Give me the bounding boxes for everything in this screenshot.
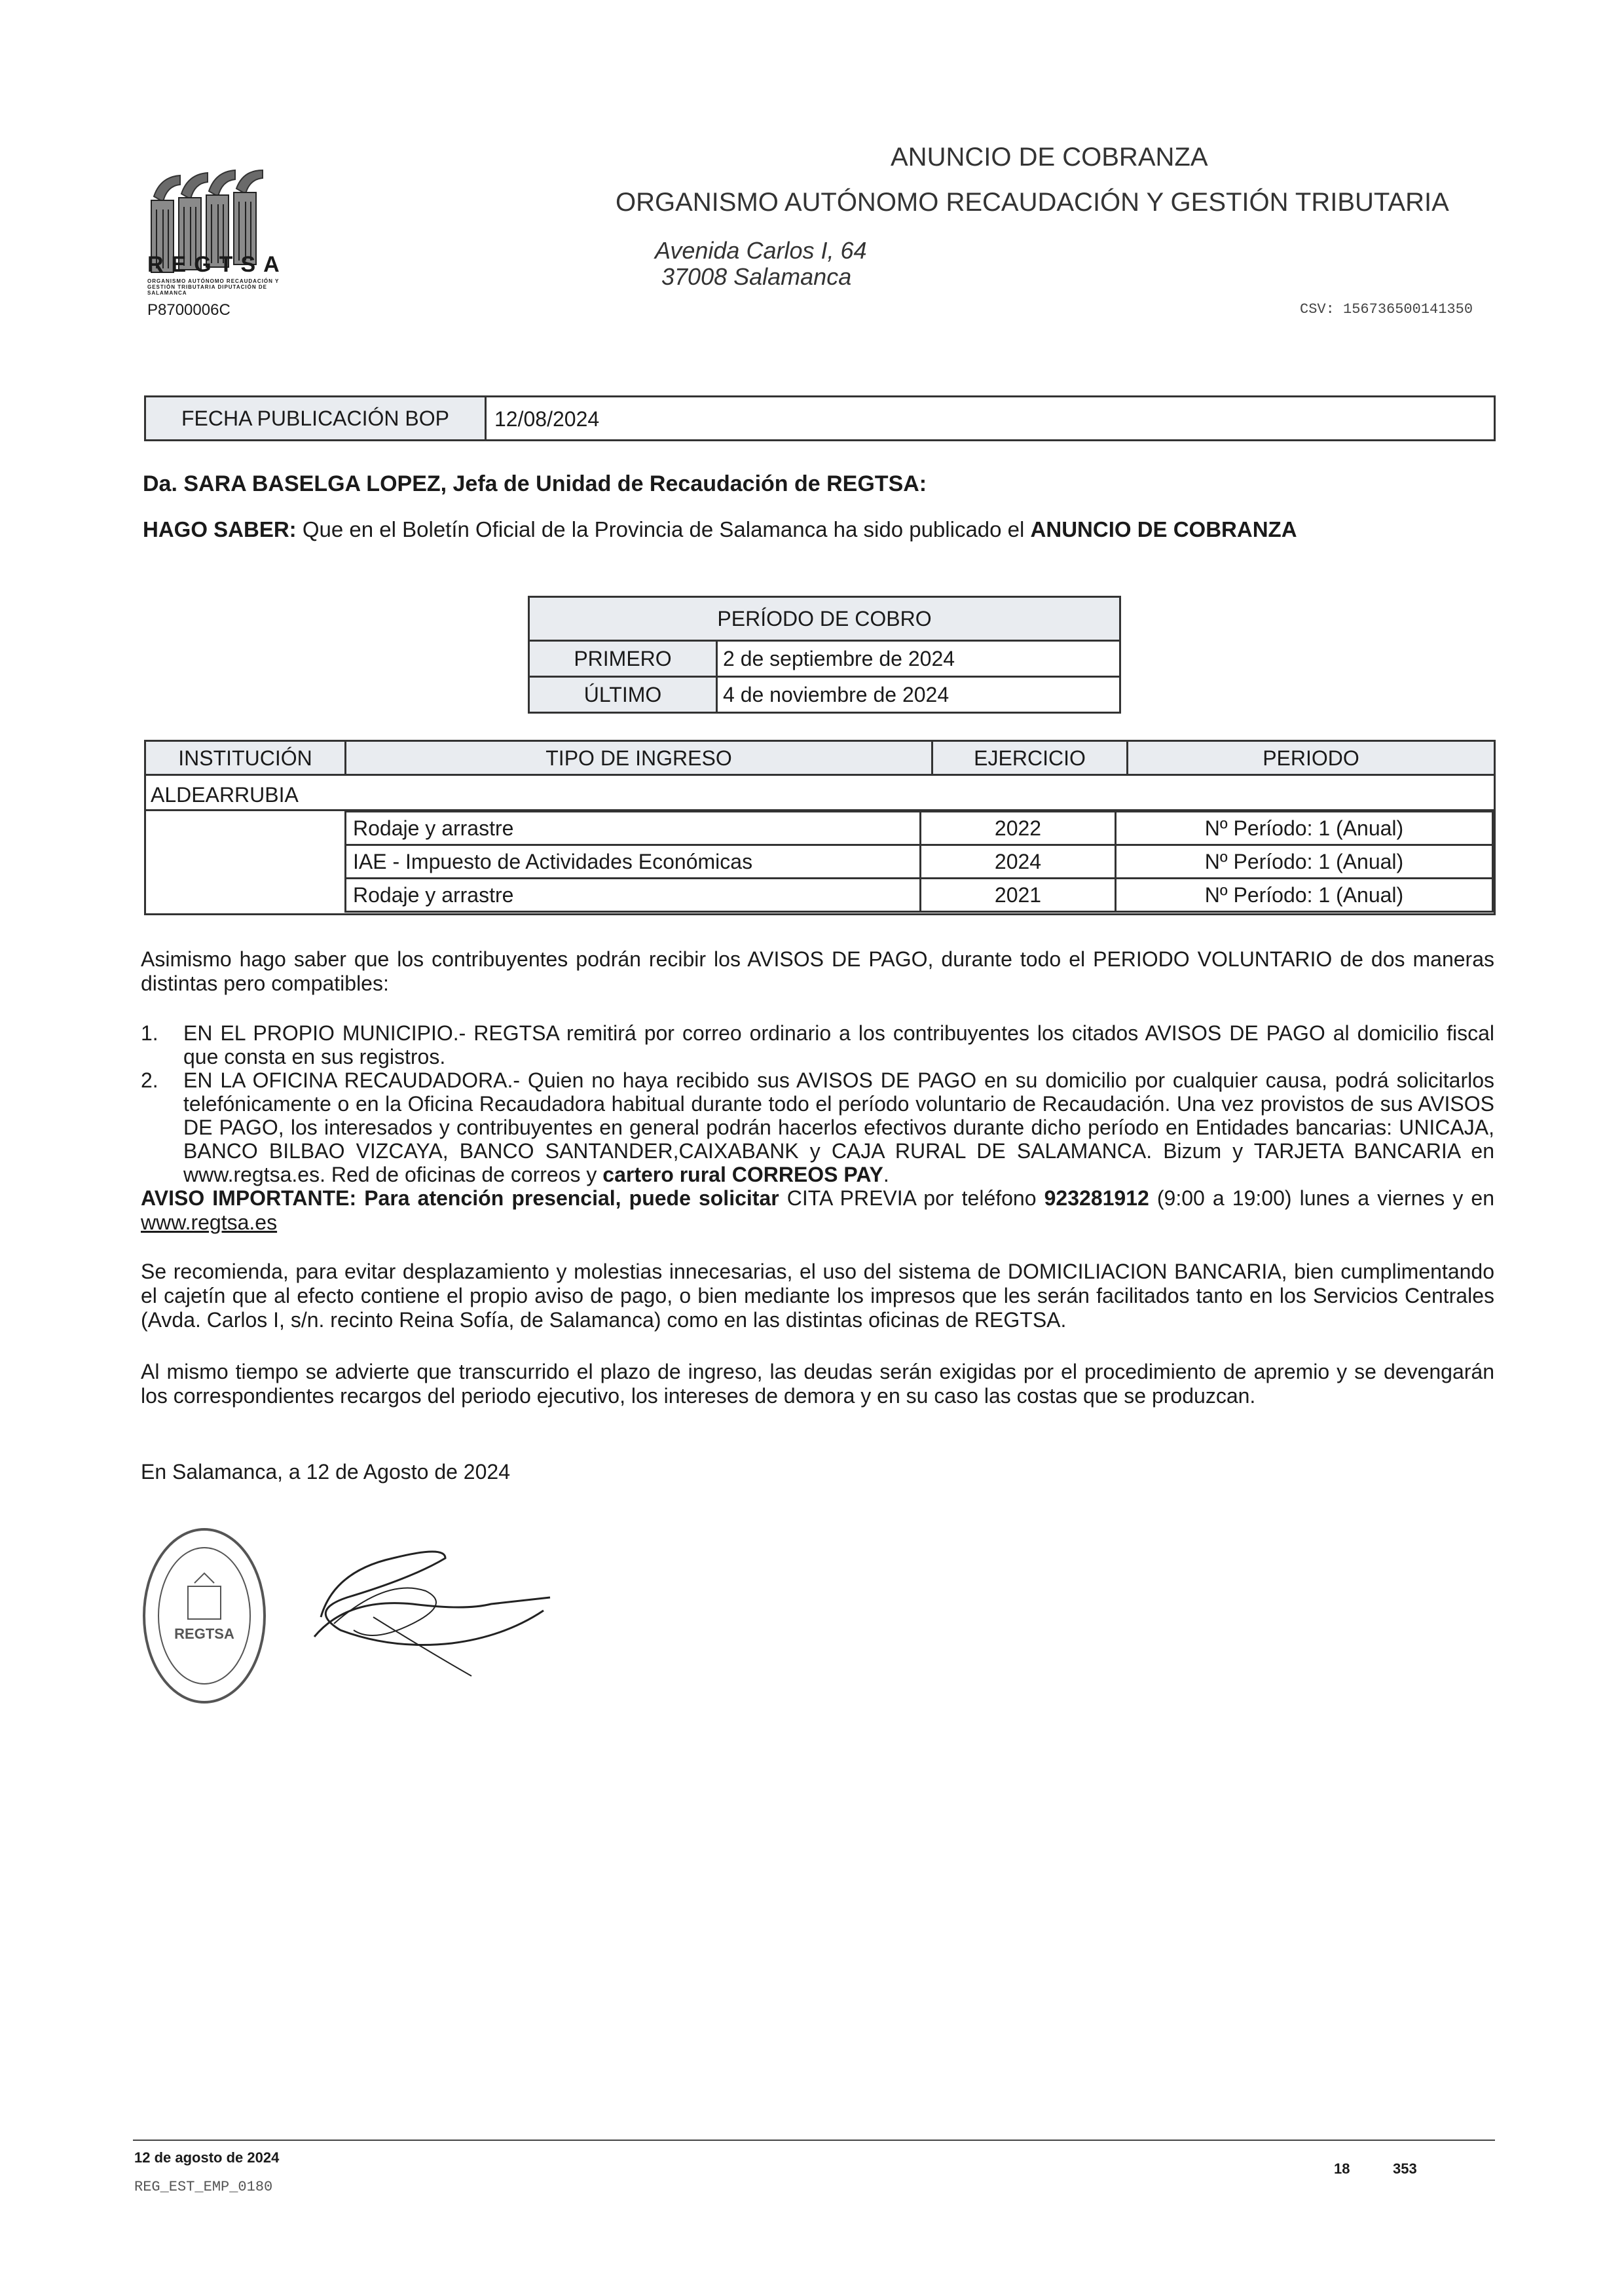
aviso-hours: (9:00 a 19:00) lunes a viernes y en [1149,1186,1495,1210]
handwritten-signature [295,1519,570,1683]
header-periodo: PERIODO [1263,746,1359,770]
collection-period-heading: PERÍODO DE COBRO [529,597,1120,641]
list-item [141,1068,1494,1186]
avisos-paragraph: Asimismo hago saber que los contribuyentes podrán recibir los AVISOS DE PAGO, durante todo el PERIODO VOLUNTARIO de dos maneras distintas pero compatibles: [141,947,1494,995]
footer-reference: REG_EST_EMP_0180 [134,2179,273,2195]
income-rows [344,811,1494,913]
item2-end: . [883,1163,889,1186]
aviso-text: CITA PREVIA por teléfono [779,1186,1044,1210]
footer-page-number: 18 [1334,2160,1350,2177]
hago-saber-label: HAGO SABER: [143,517,297,541]
place-date: En Salamanca, a 12 de Agosto de 2024 [141,1460,510,1484]
csv-code: CSV: 156736500141350 [1300,301,1473,318]
item2-text: EN LA OFICINA RECAUDADORA.- Quien no haya recibido sus AVISOS DE PAGO en su domicilio por cualquier causa, podrá solicitarlos telefónicamente o en la Oficina Recaudadora habitual durante todo el período voluntario de Recaudación. Una vez provistos de sus AVISOS DE PAGO, los interesados y contribuyentes en general podrán hacerlos efectivos durante dicho período en Entidades bancarias: UNICAJA, BANCO BILBAO VIZCAYA, BANCO SANTANDER,CAIXABANK y CAJA RURAL DE SALAMANCA. Bizum y TARJETA BANCARIA en www.regtsa.es. Red de oficinas de correos y [183,1068,1494,1186]
list-item-text [183,1068,1494,1186]
institution-name: ALDEARRUBIA [151,783,299,807]
row-periodo: Nº Período: 1 (Anual) [1116,879,1493,912]
table-row [346,812,1493,845]
row-ejercicio: 2024 [921,845,1116,879]
official-seal [139,1524,270,1707]
list-item-text: EN EL PROPIO MUNICIPIO.- REGTSA remitirá por correo ordinario a los contribuyentes los citados AVISOS DE PAGO al domicilio fiscal que consta en sus registros. [183,1021,1494,1068]
address-street: Avenida Carlos I, 64 [655,237,867,264]
publication-date-label: FECHA PUBLICACIÓN BOP [146,397,487,439]
footer-page-total: 353 [1393,2160,1417,2177]
apremio-paragraph: Al mismo tiempo se advierte que transcurrido el plazo de ingreso, las deudas serán exigidas por el procedimiento de apremio y se devengarán los correspondientes recargos del periodo ejecutivo, los intereses de demora y en su caso las costas que se produzcan. [141,1360,1494,1408]
footer-date: 12 de agosto de 2024 [134,2149,280,2166]
row-ejercicio: 2021 [921,879,1116,912]
header-institucion: INSTITUCIÓN [178,746,312,770]
regtsa-link[interactable]: www.regtsa.es [141,1211,278,1234]
aviso-bold: AVISO IMPORTANTE: Para atención presencial, puede solicitar [141,1186,779,1210]
item2-bold: cartero rural CORREOS PAY [602,1163,883,1186]
signer-line: Da. SARA BASELGA LOPEZ, Jefa de Unidad de Recaudación de REGTSA: [143,471,927,496]
aviso-phone: 923281912 [1044,1186,1149,1210]
row-periodo: Nº Período: 1 (Anual) [1116,812,1493,845]
document-title: ANUNCIO DE COBRANZA [891,143,1208,172]
row-tipo: Rodaje y arrastre [346,879,921,912]
organism-name: ORGANISMO AUTÓNOMO RECAUDACIÓN Y GESTIÓN TRIBUTARIA [616,188,1449,217]
period-last-value: 4 de noviembre de 2024 [717,677,1120,713]
list-item-number: 1. [141,1021,158,1045]
period-first-label: PRIMERO [529,641,717,677]
collection-period-table [528,596,1121,714]
period-last-label: ÚLTIMO [529,677,717,713]
logo-subtext: ORGANISMO AUTÓNOMO RECAUDACIÓN Y GESTIÓN TRIBUTARIA DIPUTACIÓN DE SALAMANCA [147,278,280,296]
list-item [141,1021,1494,1068]
row-tipo: Rodaje y arrastre [346,812,921,845]
row-tipo: IAE - Impuesto de Actividades Económicas [346,845,921,879]
seal-text: REGTSA [174,1626,234,1642]
hago-saber-line [143,517,1297,542]
table-row [346,879,1493,912]
row-ejercicio: 2022 [921,812,1116,845]
logo-wordmark: REGTSA [147,252,287,277]
row-periodo: Nº Período: 1 (Anual) [1116,845,1493,879]
aviso-importante [141,1186,1494,1235]
hago-saber-bold: ANUNCIO DE COBRANZA [1030,517,1297,541]
table-row [346,845,1493,879]
list-item-number: 2. [141,1068,158,1092]
header-ejercicio: EJERCICIO [974,746,1086,770]
address-city: 37008 Salamanca [661,263,852,290]
domiciliacion-paragraph: Se recomienda, para evitar desplazamiento y molestias innecesarias, el uso del sistema de DOMICILIACION BANCARIA, bien cumplimentando el cajetín que al efecto contiene el propio aviso de pago, o bien mediante los impresos que les serán facilitados tanto en los Servicios Centrales (Avda. Carlos I, s/n. recinto Reina Sofía, de Salamanca) como en las distintas oficinas de REGTSA. [141,1260,1494,1332]
publication-date-value: 12/08/2024 [494,407,600,431]
document-code: P8700006C [147,301,231,319]
hago-saber-text: Que en el Boletín Oficial de la Provincia de Salamanca ha sido publicado el [296,517,1031,541]
footer-divider [133,2140,1495,2141]
header-tipo-ingreso: TIPO DE INGRESO [545,746,732,770]
period-first-value: 2 de septiembre de 2024 [717,641,1120,677]
